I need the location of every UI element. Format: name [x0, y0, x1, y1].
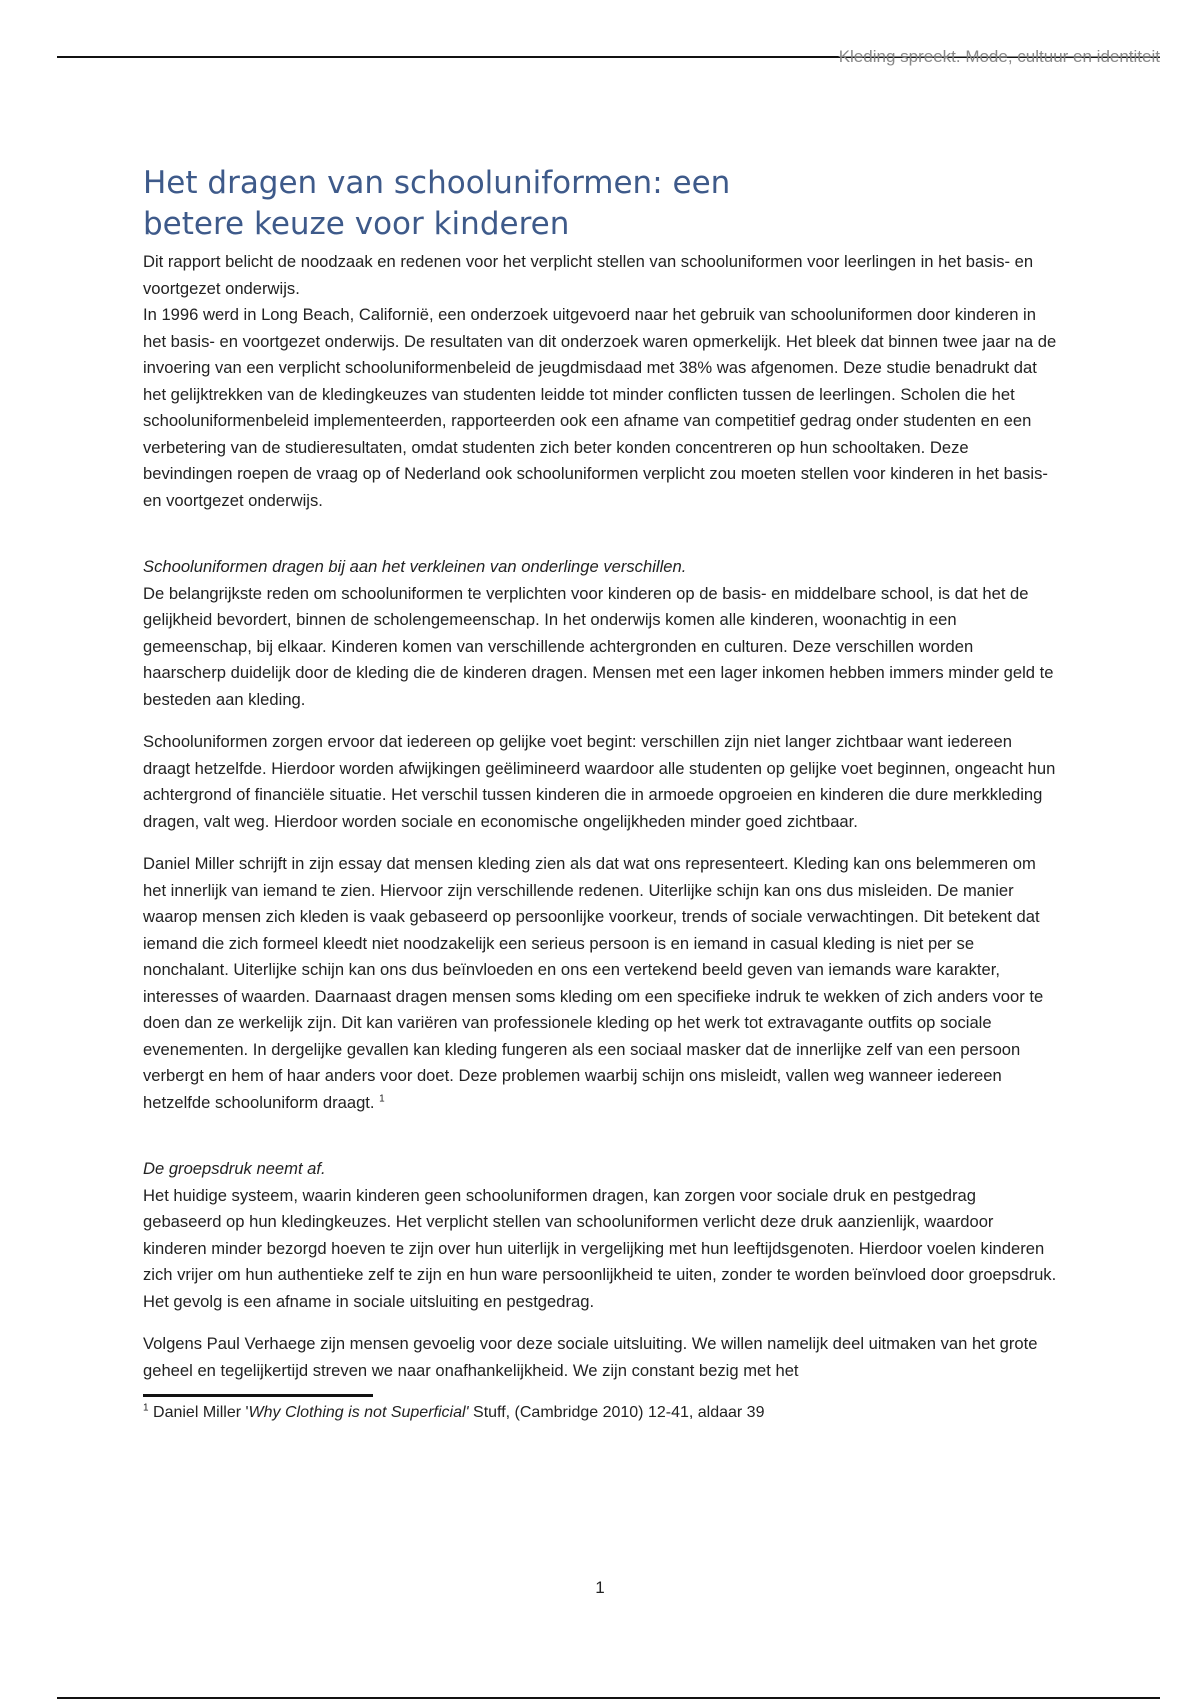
footnote-author: Daniel Miller ' — [153, 1404, 249, 1421]
paragraph: Volgens Paul Verhaege zijn mensen gevoelig voor deze sociale uitsluiting. We willen namelijk deel uitmaken van het grote geheel en tegelijkertijd streven we naar onafhankelijkheid. We zijn constant bezig met het — [143, 1334, 1038, 1380]
spacer — [143, 514, 1058, 554]
paragraph-text: Daniel Miller schrijft in zijn essay dat mensen kleding zien als dat wat ons representeert. Kleding kan ons belemmeren om het innerlijk van iemand te zien. Hiervoor zijn verschillende redenen. Uiterlijke schijn kan ons dus misleiden. De manier waarop mensen zich kleden is vaak gebaseerd op persoonlijke voorkeur, trends of sociale verwachtingen. Dit betekent dat iemand die zich formeel kleedt niet noodzakelijk een serieus persoon is en iemand in casual kleding is niet per se nonchalant. Uiterlijke schijn kan ons dus beïnvloeden en ons een vertekend beeld geven van iemands ware karakter, interesses of waarden. Daarnaast dragen mensen soms kleding om een specifieke indruk te wekken of zich anders voor te doen dan ze werkelijk zijn. Dit kan variëren van professionele kleding op het werk tot extravagante outfits op sociale evenementen. In dergelijke gevallen kan kleding fungeren als een sociaal masker dat de innerlijke zelf van een persoon verbergt en hem of haar anders voor doet. Deze problemen waarbij schijn ons misleidt, vallen weg wanneer iedereen hetzelfde schooluniform draagt. — [143, 854, 1044, 1112]
spacer — [143, 1116, 1058, 1156]
intro-paragraph: In 1996 werd in Long Beach, Californië, een onderzoek uitgevoerd naar het gebruik van schooluniformen door kinderen in het basis- en voortgezet onderwijs. De resultaten van dit onderzoek waren opmerkelijk. Het bleek dat binnen twee jaar na de invoering van een verplicht schooluniformenbeleid de jeugdmisdaad met 38% was afgenomen. Deze studie benadrukt dat het gelijktrekken van de kledingkeuzes van studenten leidde tot minder conflicten tussen de leerlingen. Scholen die het schooluniformenbeleid implementeerden, rapporteerden ook een afname van competitief gedrag onder studenten en een verbetering van de studieresultaten, omdat studenten zich beter konden concentreren op hun schooltaken. Deze bevindingen roepen de vraag op of Nederland ook schooluniformen verplicht zou moeten stellen voor kinderen in het basis- en voortgezet onderwijs. — [143, 305, 1057, 510]
page-number: 1 — [595, 1578, 605, 1597]
spacer — [143, 713, 1058, 729]
footnote-citation: Stuff, (Cambridge 2010) 12-41, aldaar 39 — [468, 1404, 765, 1421]
footnote-reference[interactable]: 1 — [379, 1092, 385, 1104]
section-heading: Schooluniformen dragen bij aan het verkleinen van onderlinge verschillen. — [143, 557, 687, 576]
paragraph: Schooluniformen zorgen ervoor dat iedereen op gelijke voet begint: verschillen zijn niet langer zichtbaar want iedereen draagt hetzelfde. Hierdoor worden afwijkingen geëlimineerd waardoor alle studenten op gelijke voet beginnen, ongeacht hun achtergrond of financiële situatie. Het verschil tussen kinderen die in armoede opgroeien en kinderen die dure merkkleding dragen, valt weg. Hierdoor worden sociale en economische ongelijkheden minder goed zichtbaar. — [143, 732, 1056, 831]
paragraph — [143, 851, 1058, 1116]
footnote-title: Why Clothing is not Superficial' — [248, 1404, 469, 1421]
section-heading: De groepsdruk neemt af. — [143, 1159, 326, 1178]
spacer — [143, 1315, 1058, 1331]
paragraph: Het huidige systeem, waarin kinderen geen schooluniformen dragen, kan zorgen voor sociale druk en pestgedrag gebaseerd op hun kledingkeuzes. Het verplicht stellen van schooluniformen verlicht deze druk aanzienlijk, waardoor kinderen minder bezorgd hoeven te zijn over hun uiterlijk in vergelijking met hun leeftijdsgenoten. Hierdoor voelen kinderen zich vrijer om hun authentieke zelf te zijn en hun ware persoonlijkheid te uiten, zonder te worden beïnvloed door groepsdruk. Het gevolg is een afname in sociale uitsluiting en pestgedrag. — [143, 1185, 1057, 1311]
spacer — [143, 835, 1058, 851]
footnote — [143, 1400, 1058, 1426]
footnote-separator — [143, 1394, 373, 1397]
document-body — [143, 163, 1058, 1426]
document-title: Het dragen van schooluniformen: een betere keuze voor kinderen — [143, 165, 731, 242]
intro-paragraph: Dit rapport belicht de noodzaak en redenen voor het verplicht stellen van schooluniformen voor leerlingen in het basis- en voortgezet onderwijs. — [143, 252, 1034, 298]
running-header: Kleding spreekt. Mode, cultuur en identiteit — [838, 47, 1160, 66]
footer-rule — [57, 1697, 1160, 1699]
paragraph: De belangrijkste reden om schooluniformen te verplichten voor kinderen op de basis- en middelbare school, is dat het de gelijkheid bevordert, binnen de scholengemeenschap. In het onderwijs komen alle kinderen, woonachtig in een gemeenschap, bij elkaar. Kinderen komen van verschillende achtergronden en culturen. Deze verschillen worden haarscherp duidelijk door de kleding die de kinderen dragen. Mensen met een lager inkomen hebben immers minder geld te besteden aan kleding. — [143, 583, 1054, 709]
footnote-number: 1 — [143, 1402, 149, 1414]
